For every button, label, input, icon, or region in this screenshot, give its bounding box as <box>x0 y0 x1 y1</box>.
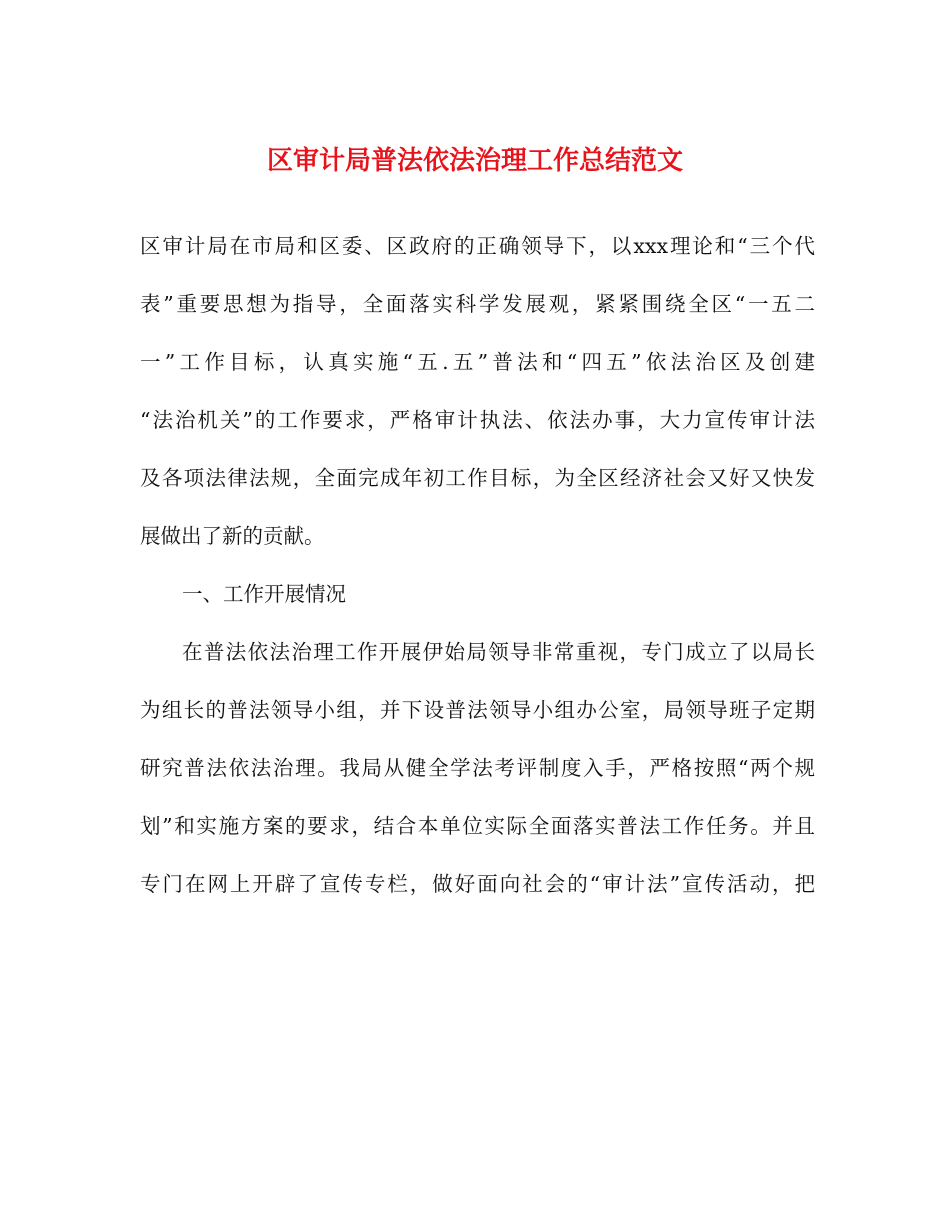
paragraph-1-line-5: 及各项法律法规，全面完成年初工作目标，为全区经济社会又好又快发 <box>140 466 815 490</box>
section-heading: 一、工作开展情况 <box>182 582 346 606</box>
paragraph-1-line-4: “法治机关”的工作要求，严格审计执法、依法办事，大力宣传审计法 <box>140 408 815 432</box>
paragraph-2-line-5: 专门在网上开辟了宣传专栏，做好面向社会的“审计法”宣传活动，把 <box>140 872 815 896</box>
paragraph-1-line-2: 表”重要思想为指导，全面落实科学发展观，紧紧围绕全区“一五二 <box>140 292 815 316</box>
document-title: 区审计局普法依法治理工作总结范文 <box>266 146 683 176</box>
paragraph-2-line-1: 在普法依法治理工作开展伊始局领导非常重视，专门成立了以局长 <box>182 640 815 664</box>
document-body <box>140 224 815 920</box>
paragraph-1-line-1: 区审计局在市局和区委、区政府的正确领导下，以xxx理论和“三个代 <box>140 234 815 258</box>
paragraph-1-line-6: 展做出了新的贡献。 <box>140 524 325 548</box>
paragraph-2-line-4: 划”和实施方案的要求，结合本单位实际全面落实普法工作任务。并且 <box>140 814 815 838</box>
paragraph-2-line-3: 研究普法依法治理。我局从健全学法考评制度入手，严格按照“两个规 <box>140 756 815 780</box>
paragraph-2-line-2: 为组长的普法领导小组，并下设普法领导小组办公室，局领导班子定期 <box>140 698 815 722</box>
paragraph-1-line-3: 一”工作目标，认真实施“五.五”普法和“四五”依法治区及创建 <box>140 350 815 374</box>
